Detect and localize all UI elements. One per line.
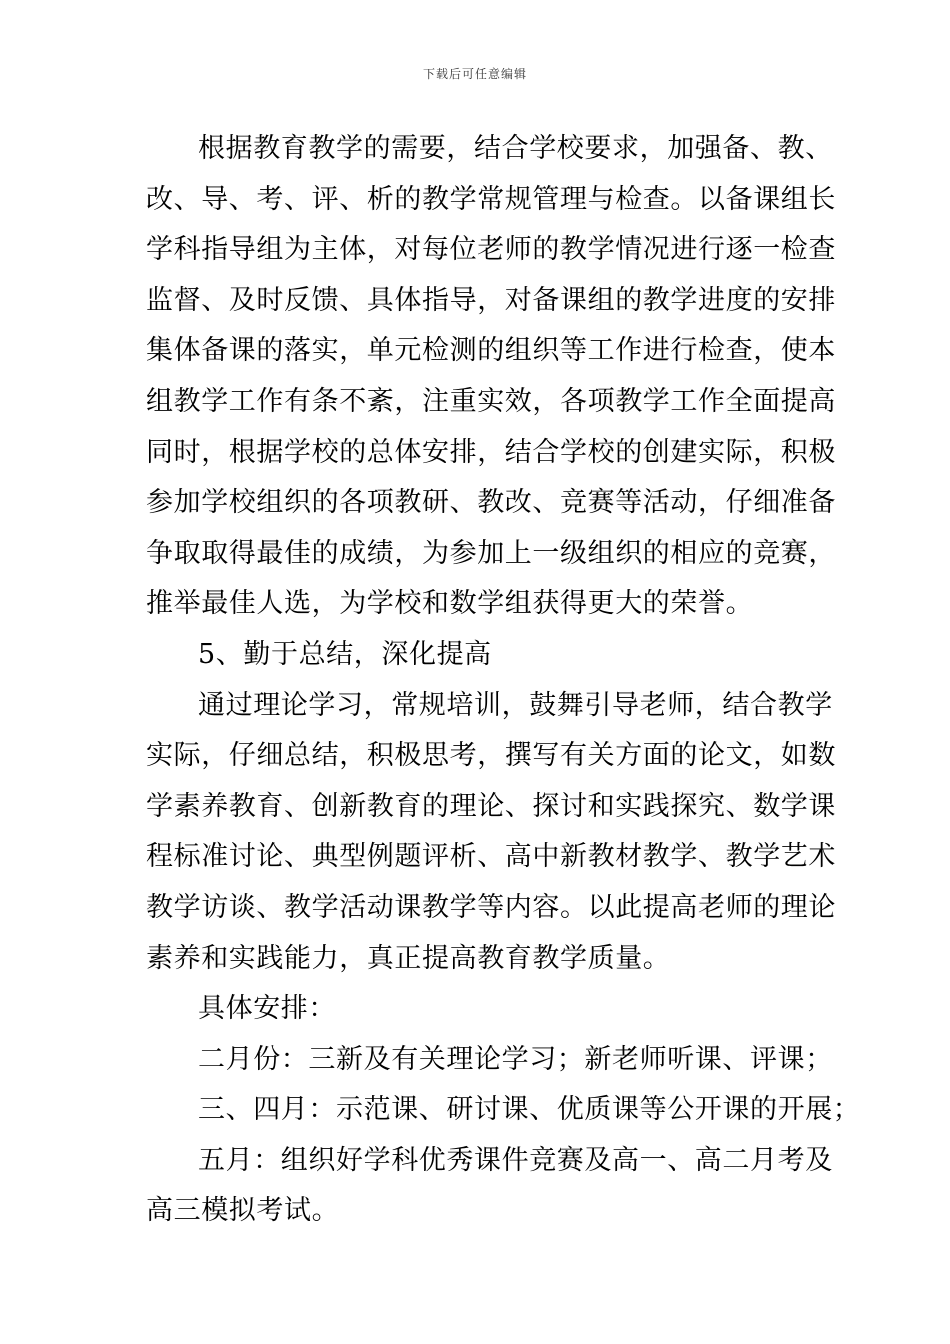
text-line: 五月：组织好学科优秀课件竞赛及高一、高二月考及: [198, 1144, 833, 1176]
text-line: 推举最佳人选，为学校和数学组获得更大的荣誉。: [146, 588, 754, 620]
document-body: [146, 124, 861, 1237]
text-line: 具体安排：: [198, 993, 336, 1025]
text-line: 改、导、考、评、析的教学常规管理与检查。以备课组长: [146, 183, 836, 215]
text-line: 根据教育教学的需要，结合学校要求，加强备、教、: [198, 133, 833, 164]
text-line: 争取取得最佳的成绩，为参加上一级组织的相应的竞赛，: [146, 537, 836, 569]
text-line: 素养和实践能力，真正提高教育教学质量。: [146, 942, 671, 974]
text-line: 通过理论学习，常规培训，鼓舞引导老师，结合教学: [198, 689, 833, 721]
text-line: 三、四月：示范课、研讨课、优质课等公开课的开展；: [198, 1094, 861, 1126]
text-line: 组教学工作有条不紊，注重实效，各项教学工作全面提高: [146, 385, 836, 417]
text-line: 同时，根据学校的总体安排，结合学校的创建实际，积极: [146, 436, 836, 468]
text-line: 实际，仔细总结，积极思考，撰写有关方面的论文，如数: [146, 740, 836, 772]
text-line: 监督、及时反馈、具体指导，对备课组的教学进度的安排: [146, 284, 836, 316]
text-line: 程标准讨论、典型例题评析、高中新教材教学、教学艺术: [146, 841, 836, 873]
header-note: 下载后可任意编辑: [422, 67, 527, 81]
text-line: 高三模拟考试。: [146, 1195, 340, 1227]
text-line: 集体备课的落实，单元检测的组织等工作进行检查，使本: [146, 335, 836, 367]
text-line: 教学访谈、教学活动课教学等内容。以此提高老师的理论: [146, 891, 836, 923]
text-line: 5、勤于总结，深化提高: [198, 638, 492, 670]
text-line: 学素养教育、创新教育的理论、探讨和实践探究、数学课: [146, 790, 836, 822]
text-line: 参加学校组织的各项教研、教改、竞赛等活动，仔细准备: [146, 487, 836, 519]
text-line: 二月份：三新及有关理论学习；新老师听课、评课；: [198, 1043, 833, 1075]
text-line: 学科指导组为主体，对每位老师的教学情况进行逐一检查: [146, 234, 836, 266]
